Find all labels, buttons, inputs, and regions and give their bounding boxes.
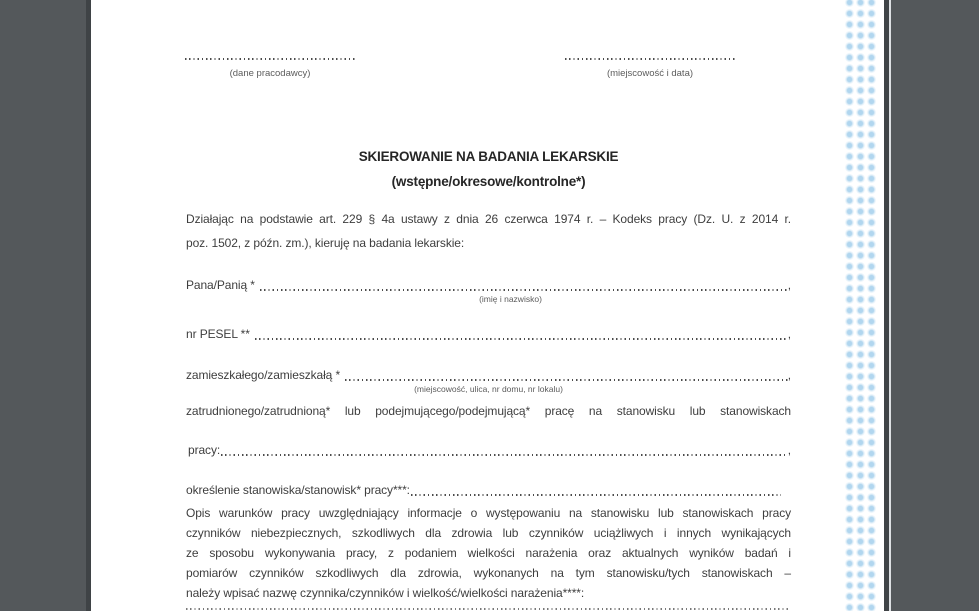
work-positions-comma: , xyxy=(787,443,791,457)
address-field-row xyxy=(186,367,791,383)
employment-status-line: zatrudnionego/zatrudnioną* lub podejmującego/podejmującą* pracę na stanowisku lub stanowiskach xyxy=(186,404,791,418)
work-positions-field-row xyxy=(186,442,791,458)
address-field-fill-line xyxy=(345,379,788,381)
place-date-dotted-line xyxy=(565,58,735,60)
place-date-caption: (miejscowość i data) xyxy=(606,68,694,79)
pesel-field-comma: , xyxy=(787,327,791,341)
position-definition-fill-line xyxy=(411,494,781,496)
document-title-line1: SKIEROWANIE NA BADANIA LEKARSKIE xyxy=(358,149,619,164)
name-field-hint: (imię i nazwisko) xyxy=(479,294,542,304)
document-page xyxy=(91,0,884,611)
name-field-label: Pana/Panią * xyxy=(186,278,255,292)
pesel-field-label: nr PESEL ** xyxy=(186,327,250,341)
pesel-field-row xyxy=(186,326,791,342)
position-definition-field-row xyxy=(186,482,791,498)
address-field-hint: (miejscowość, ulica, nr domu, nr lokalu) xyxy=(414,384,563,394)
work-positions-fill-line xyxy=(221,454,788,456)
decorative-dot-pattern xyxy=(844,0,877,611)
pesel-field-fill-line xyxy=(255,338,788,340)
work-positions-field-label: pracy: xyxy=(188,443,221,457)
page-right-highlight xyxy=(889,0,891,611)
address-field-label: zamieszkałego/zamieszkałą * xyxy=(186,368,341,382)
cut-off-fill-line xyxy=(186,608,791,610)
work-conditions-line-2: czynników niebezpiecznych, szkodliwych dla zdrowia lub czynników uciążliwych i innych wynikających xyxy=(186,526,791,540)
document-title xyxy=(186,144,791,194)
work-conditions-paragraph xyxy=(186,503,791,603)
document-title-line2: (wstępne/okresowe/kontrolne*) xyxy=(391,174,586,189)
name-field-fill-line xyxy=(260,289,788,291)
name-field-row xyxy=(186,277,791,293)
employer-signature-caption: (dane pracodawcy) xyxy=(229,68,311,79)
work-conditions-line-3: ze sposobu wykonywania pracy, z podaniem wielkości narażenia oraz aktualnych wyników badań i xyxy=(186,546,791,560)
name-field-comma: , xyxy=(787,278,791,292)
work-conditions-line-1: Opis warunków pracy uwzględniający informacje o występowaniu na stanowisku lub stanowiskach pracy xyxy=(186,506,791,520)
employer-signature-dotted-line xyxy=(185,58,355,60)
work-conditions-line-4: pomiarów czynników szkodliwych dla zdrowia, wykonanych na tym stanowisku/tych stanowiskach – xyxy=(186,566,791,580)
position-definition-label: określenie stanowiska/stanowisk* pracy***: xyxy=(186,483,410,497)
address-field-comma: , xyxy=(787,368,791,382)
work-conditions-line-5: należy wpisać nazwę czynnika/czynników i wielkość/wielkości narażenia****: xyxy=(186,586,585,600)
intro-line-2: poz. 1502, z późn. zm.), kieruję na badania lekarskie: xyxy=(186,236,465,250)
intro-line-1: Działając na podstawie art. 229 § 4a ustawy z dnia 26 czerwca 1974 r. – Kodeks pracy (Dz. U. z 2014 r. xyxy=(186,212,791,226)
intro-paragraph xyxy=(186,207,791,255)
